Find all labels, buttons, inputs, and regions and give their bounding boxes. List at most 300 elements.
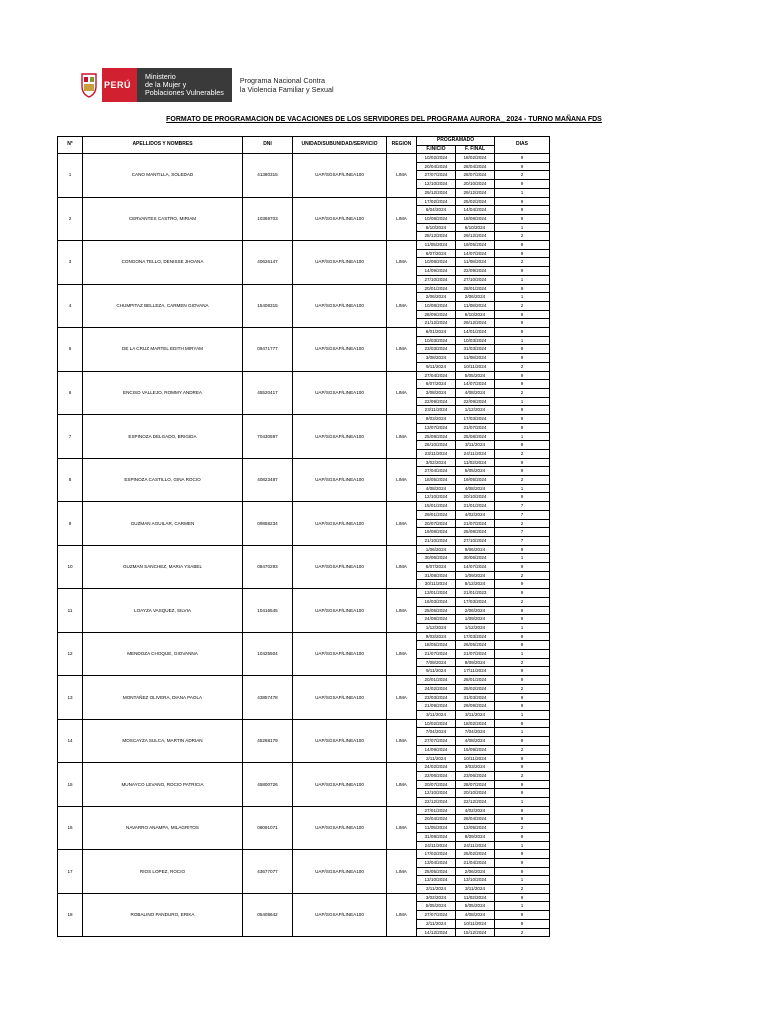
end-date: 1/09/2024 — [456, 615, 495, 624]
employee-name: CANO MANTILLA, SOLEDAD — [83, 154, 243, 198]
table-row — [58, 545, 550, 554]
start-date: 18/05/2024 — [417, 641, 456, 650]
end-date: 13/10/2024 — [456, 876, 495, 885]
table-row — [58, 850, 550, 859]
col-programmed: PROGRAMADO — [417, 137, 495, 146]
employee-dni: 45268179 — [243, 719, 293, 763]
start-date: 10/02/2024 — [417, 719, 456, 728]
employee-region: LIMA — [387, 371, 417, 415]
start-date: 2/11/2024 — [417, 885, 456, 894]
start-date: 20/07/2024 — [417, 519, 456, 528]
row-number: 6 — [58, 371, 83, 415]
days-count: 2 — [495, 824, 550, 833]
employee-region: LIMA — [387, 197, 417, 241]
days-count: 9 — [495, 284, 550, 293]
row-number: 14 — [58, 719, 83, 763]
start-date: 18/05/2024 — [417, 476, 456, 485]
employee-dni: 45800726 — [243, 763, 293, 807]
start-date: 23/11/2024 — [417, 406, 456, 415]
start-date: 9/11/2024 — [417, 362, 456, 371]
employee-dni: 70430597 — [243, 415, 293, 459]
start-date: 28/12/2024 — [417, 232, 456, 241]
days-count: 9 — [495, 911, 550, 920]
days-count: 9 — [495, 832, 550, 841]
end-date: 24/11/2024 — [456, 449, 495, 458]
end-date: 19/05/2024 — [456, 241, 495, 250]
days-count: 9 — [495, 606, 550, 615]
start-date: 7/04/2024 — [417, 728, 456, 737]
employee-unit: UAP/SGSAP/LINEA100 — [293, 415, 387, 459]
table-row — [58, 589, 550, 598]
employee-region: LIMA — [387, 154, 417, 198]
end-date: 14/07/2024 — [456, 380, 495, 389]
row-number: 11 — [58, 589, 83, 633]
days-count: 2 — [495, 258, 550, 267]
employee-region: LIMA — [387, 632, 417, 676]
employee-unit: UAP/SGSAP/LINEA100 — [293, 328, 387, 372]
days-count: 9 — [495, 162, 550, 171]
end-date: 10/11/2024 — [456, 919, 495, 928]
days-count: 2 — [495, 301, 550, 310]
days-count: 1 — [495, 902, 550, 911]
days-count: 9 — [495, 371, 550, 380]
start-date: 12/10/2024 — [417, 180, 456, 189]
end-date: 29/12/2024 — [456, 319, 495, 328]
end-date: 21/07/2024 — [456, 650, 495, 659]
days-count: 1 — [495, 336, 550, 345]
days-count: 9 — [495, 380, 550, 389]
end-date: 6/10/2024 — [456, 223, 495, 232]
end-date: 3/11/2024 — [456, 885, 495, 894]
end-date: 11/02/2024 — [456, 458, 495, 467]
employee-unit: UAP/SGSAP/LINEA100 — [293, 502, 387, 546]
start-date: 22/09/2024 — [417, 397, 456, 406]
col-days: DIAS — [495, 137, 550, 154]
days-count: 2 — [495, 597, 550, 606]
start-date: 4/08/2024 — [417, 484, 456, 493]
days-count: 1 — [495, 841, 550, 850]
employee-unit: UAP/SGSAP/LINEA100 — [293, 719, 387, 763]
end-date: 25/02/2024 — [456, 197, 495, 206]
days-count: 2 — [495, 171, 550, 180]
col-end: F. FINAL — [456, 145, 495, 154]
employee-region: LIMA — [387, 502, 417, 546]
start-date: 6/07/2024 — [417, 380, 456, 389]
end-date: 29/12/2024 — [456, 188, 495, 197]
table-row — [58, 415, 550, 424]
start-date: 16/03/2024 — [417, 597, 456, 606]
table-row — [58, 893, 550, 902]
employee-name: CERVANTES CASTRO, MIRIAM — [83, 197, 243, 241]
days-count: 9 — [495, 850, 550, 859]
employee-unit: UAP/SGSAP/LINEA100 — [293, 458, 387, 502]
end-date: 14/07/2024 — [456, 249, 495, 258]
employee-region: LIMA — [387, 415, 417, 459]
col-unit: UNIDAD/SUBUNIDAD/SERVICIO — [293, 137, 387, 154]
employee-region: LIMA — [387, 458, 417, 502]
start-date: 21/12/2024 — [417, 319, 456, 328]
end-date: 11/08/2024 — [456, 354, 495, 363]
end-date: 14/01/2024 — [456, 328, 495, 337]
employee-name: GUZMAN AGUILAR, CARMEN — [83, 502, 243, 546]
start-date: 10/03/2024 — [417, 336, 456, 345]
days-count: 2 — [495, 745, 550, 754]
col-start: F.INICIO — [417, 145, 456, 154]
start-date: 27/07/2024 — [417, 737, 456, 746]
start-date: 23/11/2024 — [417, 449, 456, 458]
days-count: 9 — [495, 667, 550, 676]
end-date: 15/09/2024 — [456, 745, 495, 754]
end-date: 31/03/2024 — [456, 693, 495, 702]
days-count: 2 — [495, 571, 550, 580]
end-date: 21/07/2024 — [456, 519, 495, 528]
days-count: 7 — [495, 536, 550, 545]
start-date: 27/07/2024 — [417, 911, 456, 920]
employee-name: CONGONA TELLO, DENISSE JHOANA — [83, 241, 243, 285]
start-date: 27/10/2024 — [417, 275, 456, 284]
start-date: 21/10/2024 — [417, 536, 456, 545]
start-date: 12/10/2024 — [417, 789, 456, 798]
vacation-table — [57, 136, 550, 937]
start-date: 24/02/2024 — [417, 763, 456, 772]
employee-region: LIMA — [387, 676, 417, 720]
employee-dni: 05408642 — [243, 893, 293, 937]
employee-name: DE LA CRUZ MARTEL EDITH MIRYAM — [83, 328, 243, 372]
end-date: 4/02/2024 — [456, 806, 495, 815]
employee-unit: UAP/SGSAP/LINEA100 — [293, 545, 387, 589]
end-date: 7/04/2024 — [456, 728, 495, 737]
table-row — [58, 284, 550, 293]
row-number: 16 — [58, 806, 83, 850]
employee-name: MONTAÑEZ OLIVERA, DIANA PAOLA — [83, 676, 243, 720]
start-date: 10/08/2024 — [417, 301, 456, 310]
days-count: 2 — [495, 388, 550, 397]
start-date: 3/02/2024 — [417, 458, 456, 467]
start-date: 12/10/2024 — [417, 493, 456, 502]
days-count: 9 — [495, 641, 550, 650]
days-count: 2 — [495, 771, 550, 780]
row-number: 2 — [58, 197, 83, 241]
start-date: 20/07/2024 — [417, 780, 456, 789]
end-date: 21/01/2023 — [456, 589, 495, 598]
days-count: 9 — [495, 719, 550, 728]
start-date: 3/08/2024 — [417, 354, 456, 363]
days-count: 9 — [495, 763, 550, 772]
end-date: 8/09/2024 — [456, 658, 495, 667]
start-date: 13/01/2024 — [417, 589, 456, 598]
days-count: 9 — [495, 737, 550, 746]
start-date: 6/07/2024 — [417, 249, 456, 258]
start-date: 31/08/2024 — [417, 571, 456, 580]
days-count: 1 — [495, 711, 550, 720]
coat-of-arms-icon — [80, 72, 98, 98]
start-date: 26/10/2024 — [417, 441, 456, 450]
end-date: 18/02/2024 — [456, 719, 495, 728]
start-date: 3/08/2024 — [417, 388, 456, 397]
end-date: 27/10/2024 — [456, 536, 495, 545]
end-date: 22/09/2024 — [456, 267, 495, 276]
employee-name: ROBALINO PANDURO, ERIKA — [83, 893, 243, 937]
days-count: 1 — [495, 728, 550, 737]
employee-name: LOAYZA VASQUEZ, SILVIA — [83, 589, 243, 633]
end-date: 21/07/2024 — [456, 423, 495, 432]
end-date: 24/11/2024 — [456, 841, 495, 850]
end-date: 5/05/2024 — [456, 467, 495, 476]
ministry-line-3: Poblaciones Vulnerables — [145, 88, 224, 97]
end-date: 8/09/2024 — [456, 832, 495, 841]
days-count: 9 — [495, 441, 550, 450]
end-date: 11/08/2024 — [456, 258, 495, 267]
employee-dni: 43677077 — [243, 850, 293, 894]
employee-dni: 09471777 — [243, 328, 293, 372]
end-date: 1/12/2024 — [456, 623, 495, 632]
employee-name: ENCISO VALLEJO, ROMMY ANDREA — [83, 371, 243, 415]
employee-dni: 10425504 — [243, 632, 293, 676]
days-count: 1 — [495, 275, 550, 284]
days-count: 1 — [495, 484, 550, 493]
employee-name: ESPINOZA CASTILLO, GINA ROCIO — [83, 458, 243, 502]
table-row — [58, 676, 550, 685]
end-date: 3/03/2024 — [456, 763, 495, 772]
employee-unit: UAP/SGSAP/LINEA100 — [293, 850, 387, 894]
end-date: 20/10/2024 — [456, 493, 495, 502]
table-row — [58, 806, 550, 815]
start-date: 6/10/2024 — [417, 223, 456, 232]
start-date: 27/04/2024 — [417, 467, 456, 476]
col-name: APELLIDOS Y NOMBRES — [83, 137, 243, 154]
start-date: 14/12/2024 — [417, 928, 456, 937]
table-row — [58, 502, 550, 511]
days-count: 7 — [495, 502, 550, 511]
end-date: 6/10/2024 — [456, 310, 495, 319]
start-date: 6/01/2024 — [417, 328, 456, 337]
employee-name: GUZMAN SANCHEZ, MARIA YSABEL — [83, 545, 243, 589]
end-date: 10/11/2024 — [456, 362, 495, 371]
start-date: 20/01/2024 — [417, 284, 456, 293]
days-count: 9 — [495, 789, 550, 798]
days-count: 2 — [495, 885, 550, 894]
employee-name: CHUMPITAZ BELLEZA, CARMEN GIOVANA — [83, 284, 243, 328]
end-date: 4/08/2024 — [456, 388, 495, 397]
start-date: 11/05/2024 — [417, 241, 456, 250]
days-count: 9 — [495, 693, 550, 702]
days-count: 9 — [495, 206, 550, 215]
end-date: 20/10/2024 — [456, 789, 495, 798]
end-date: 2/06/2024 — [456, 293, 495, 302]
days-count: 9 — [495, 345, 550, 354]
days-count: 1 — [495, 188, 550, 197]
days-count: 9 — [495, 249, 550, 258]
start-date: 17/02/2024 — [417, 197, 456, 206]
end-date: 8/12/2024 — [456, 580, 495, 589]
employee-dni: 10416545 — [243, 589, 293, 633]
start-date: 27/01/2024 — [417, 806, 456, 815]
start-date: 5/05/2024 — [417, 902, 456, 911]
end-date: 11/08/2024 — [456, 301, 495, 310]
end-date: 3/11/2024 — [456, 711, 495, 720]
end-date: 17/03/2024 — [456, 415, 495, 424]
days-count: 2 — [495, 519, 550, 528]
days-count: 1 — [495, 223, 550, 232]
employee-unit: UAP/SGSAP/LINEA100 — [293, 284, 387, 328]
days-count: 9 — [495, 615, 550, 624]
row-number: 10 — [58, 545, 83, 589]
start-date: 23/03/2024 — [417, 345, 456, 354]
days-count: 9 — [495, 702, 550, 711]
days-count: 9 — [495, 893, 550, 902]
employee-unit: UAP/SGSAP/LINEA100 — [293, 589, 387, 633]
start-date: 1/06/2024 — [417, 545, 456, 554]
start-date: 24/11/2024 — [417, 841, 456, 850]
start-date: 13/07/2024 — [417, 423, 456, 432]
end-date: 23/06/2024 — [456, 771, 495, 780]
peru-label: PERÚ — [102, 68, 137, 102]
start-date: 24/02/2024 — [417, 684, 456, 693]
end-date: 11/02/2024 — [456, 893, 495, 902]
row-number: 1 — [58, 154, 83, 198]
col-dni: DNI — [243, 137, 293, 154]
end-date: 21/01/2024 — [456, 502, 495, 511]
start-date: 10/08/2024 — [417, 258, 456, 267]
row-number: 18 — [58, 893, 83, 937]
start-date: 25/05/2024 — [417, 867, 456, 876]
days-count: 9 — [495, 632, 550, 641]
start-date: 11/05/2024 — [417, 824, 456, 833]
days-count: 9 — [495, 545, 550, 554]
end-date: 10/03/2024 — [456, 336, 495, 345]
ministry-name — [137, 68, 232, 102]
start-date: 19/08/2024 — [417, 528, 456, 537]
end-date: 9/06/2024 — [456, 545, 495, 554]
end-date: 28/01/2024 — [456, 676, 495, 685]
employee-unit: UAP/SGSAP/LINEA100 — [293, 197, 387, 241]
start-date: 2/06/2024 — [417, 293, 456, 302]
program-line-1: Programa Nacional Contra — [239, 76, 325, 85]
days-count: 1 — [495, 432, 550, 441]
start-date: 30/06/2024 — [417, 554, 456, 563]
days-count: 9 — [495, 406, 550, 415]
days-count: 2 — [495, 928, 550, 937]
employee-region: LIMA — [387, 893, 417, 937]
days-count: 2 — [495, 362, 550, 371]
days-count: 9 — [495, 858, 550, 867]
row-number: 3 — [58, 241, 83, 285]
days-count: 1 — [495, 397, 550, 406]
end-date: 15/12/2024 — [456, 928, 495, 937]
start-date: 3/02/2024 — [417, 893, 456, 902]
employee-region: LIMA — [387, 589, 417, 633]
days-count: 9 — [495, 467, 550, 476]
days-count: 9 — [495, 867, 550, 876]
end-date: 20/10/2024 — [456, 180, 495, 189]
employee-unit: UAP/SGSAP/LINEA100 — [293, 893, 387, 937]
end-date: 17/03/2024 — [456, 632, 495, 641]
start-date: 6/04/2024 — [417, 206, 456, 215]
days-count: 1 — [495, 554, 550, 563]
employee-unit: UAP/SGSAP/LINEA100 — [293, 806, 387, 850]
end-date: 27/10/2024 — [456, 275, 495, 284]
row-number: 7 — [58, 415, 83, 459]
employee-unit: UAP/SGSAP/LINEA100 — [293, 154, 387, 198]
row-number: 4 — [58, 284, 83, 328]
days-count: 2 — [495, 658, 550, 667]
start-date: 14/09/2024 — [417, 267, 456, 276]
start-date: 27/07/2024 — [417, 171, 456, 180]
start-date: 21/09/2024 — [417, 702, 456, 711]
start-date: 23/03/2024 — [417, 693, 456, 702]
institution-logo — [80, 68, 334, 102]
days-count: 9 — [495, 589, 550, 598]
row-number: 9 — [58, 502, 83, 546]
end-date: 25/02/2024 — [456, 684, 495, 693]
days-count: 7 — [495, 510, 550, 519]
end-date: 10/11/2024 — [456, 754, 495, 763]
days-count: 9 — [495, 676, 550, 685]
start-date: 14/09/2024 — [417, 745, 456, 754]
start-date: 6/07/2024 — [417, 563, 456, 572]
end-date: 4/08/2024 — [456, 911, 495, 920]
table-row — [58, 371, 550, 380]
end-date: 4/08/2024 — [456, 484, 495, 493]
program-line-2: la Violencia Familiar y Sexual — [239, 85, 334, 94]
start-date: 25/08/2024 — [417, 432, 456, 441]
employee-dni: 41380315 — [243, 154, 293, 198]
days-count: 9 — [495, 354, 550, 363]
end-date: 29/09/2024 — [456, 702, 495, 711]
employee-unit: UAP/SGSAP/LINEA100 — [293, 676, 387, 720]
days-count: 2 — [495, 449, 550, 458]
employee-name: MENDOZA CHOQUE, GIOVANNA — [83, 632, 243, 676]
start-date: 22/06/2024 — [417, 771, 456, 780]
start-date: 25/05/2024 — [417, 606, 456, 615]
days-count: 1 — [495, 876, 550, 885]
table-row — [58, 241, 550, 250]
employee-dni: 09858234 — [243, 502, 293, 546]
days-count: 9 — [495, 180, 550, 189]
employee-name: MUNAYCO LEVANO, ROCIO PATRICIA — [83, 763, 243, 807]
end-date: 4/02/2024 — [456, 510, 495, 519]
end-date: 12/05/2024 — [456, 824, 495, 833]
days-count: 1 — [495, 623, 550, 632]
row-number: 15 — [58, 763, 83, 807]
end-date: 3/11/2024 — [456, 441, 495, 450]
employee-unit: UAP/SGSAP/LINEA100 — [293, 632, 387, 676]
end-date: 22/09/2024 — [456, 397, 495, 406]
days-count: 9 — [495, 267, 550, 276]
table-row — [58, 328, 550, 337]
start-date: 20/04/2024 — [417, 162, 456, 171]
col-num: N° — [58, 137, 83, 154]
days-count: 9 — [495, 197, 550, 206]
employee-unit: UAP/SGSAP/LINEA100 — [293, 763, 387, 807]
days-count: 9 — [495, 493, 550, 502]
start-date: 9/03/2024 — [417, 632, 456, 641]
days-count: 2 — [495, 684, 550, 693]
ministry-line-1: Ministerio — [145, 72, 176, 81]
days-count: 9 — [495, 328, 550, 337]
employee-dni: 08470293 — [243, 545, 293, 589]
days-count: 9 — [495, 214, 550, 223]
employee-dni: 40823487 — [243, 458, 293, 502]
days-count: 9 — [495, 154, 550, 163]
table-body — [58, 154, 550, 937]
end-date: 28/07/2024 — [456, 780, 495, 789]
days-count: 2 — [495, 476, 550, 485]
end-date: 17/03/2024 — [456, 597, 495, 606]
page-title: FORMATO DE PROGRAMACION DE VACACIONES DE LOS SERVIDORES DEL PROGRAMA AURORA_ 2024 - TURNO MAÑANA FDS — [166, 116, 602, 123]
days-count: 9 — [495, 319, 550, 328]
end-date: 25/08/2024 — [456, 528, 495, 537]
